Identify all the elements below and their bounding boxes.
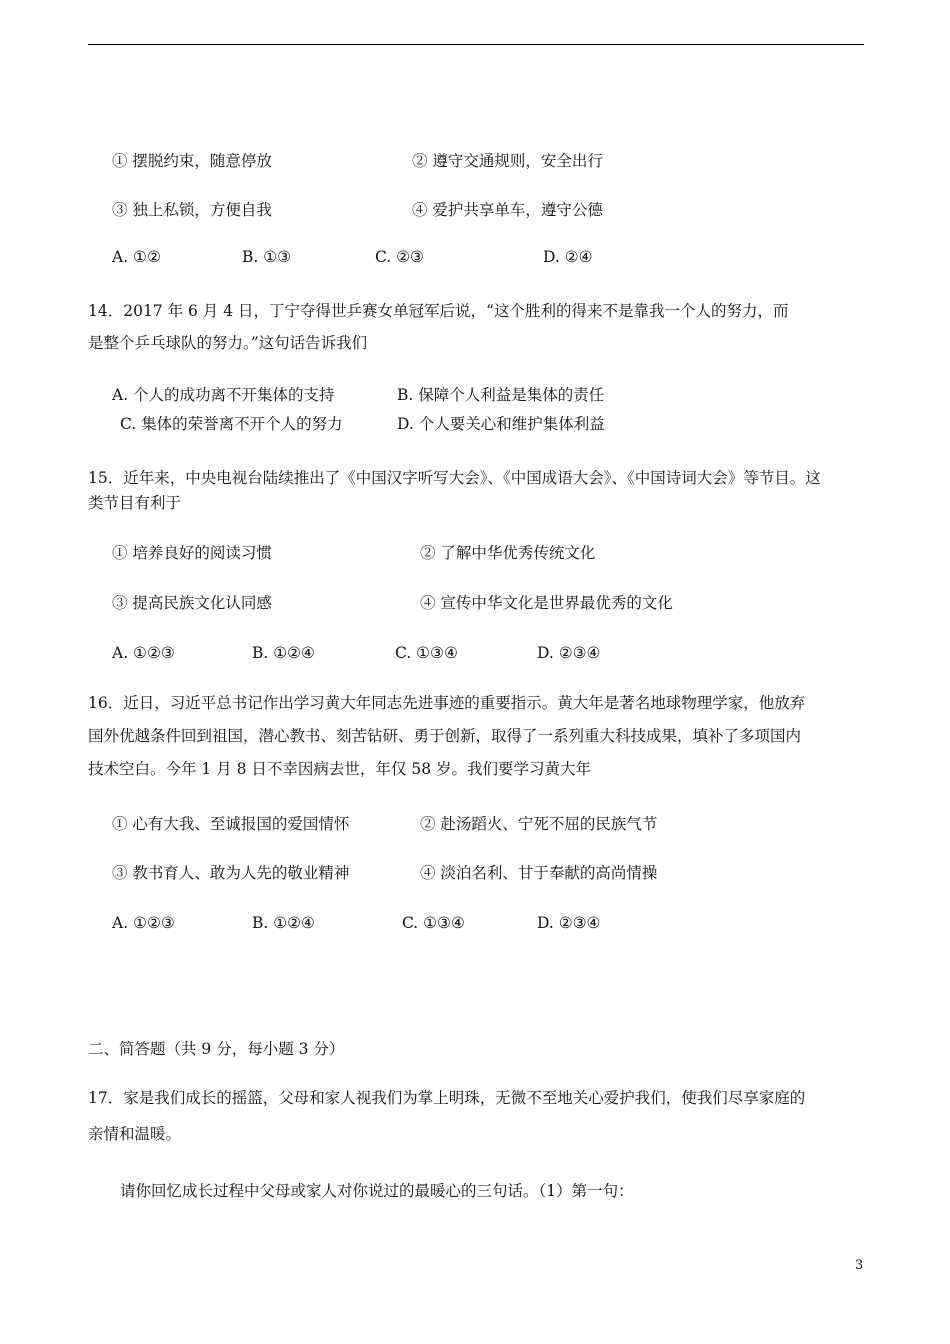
q13-option-c: C. ②③ (375, 248, 424, 266)
q14-option-d: D. 个人要关心和维护集体利益 (397, 415, 605, 433)
q16-item-4: ④ 淡泊名利、甘于奉献的高尚情操 (420, 864, 658, 882)
q13-item-1: ① 摆脱约束，随意停放 (112, 152, 272, 170)
q16-option-a: A. ①②③ (112, 914, 175, 932)
q13-item-4: ④ 爱护共享单车，遵守公德 (412, 201, 603, 219)
q15-option-a: A. ①②③ (112, 644, 175, 662)
q16-item-2: ② 赴汤蹈火、宁死不屈的民族气节 (420, 815, 658, 833)
q16-item-1: ① 心有大我、至诚报国的爱国情怀 (112, 815, 350, 833)
q16-option-c: C. ①③④ (402, 914, 465, 932)
page-number: 3 (855, 1258, 864, 1273)
q14-option-a: A. 个人的成功离不开集体的支持 (112, 386, 335, 404)
q15-option-d: D. ②③④ (537, 644, 601, 662)
q15-option-c: C. ①③④ (395, 644, 458, 662)
q13-option-d: D. ②④ (543, 248, 593, 266)
q17-stem-line-2: 亲情和温暖。 (88, 1125, 182, 1143)
q16-option-b: B. ①②④ (252, 914, 315, 932)
q13-option-b: B. ①③ (242, 248, 292, 266)
q15-option-b: B. ①②④ (252, 644, 315, 662)
q17-prompt: 请你回忆成长过程中父母或家人对你说过的最暖心的三句话。（1）第一句： (120, 1182, 634, 1200)
q16-stem-line-1: 16．近日，习近平总书记作出学习黄大年同志先进事迹的重要指示。黄大年是著名地球物理学家，他放弃 (88, 694, 806, 712)
q13-item-2: ② 遵守交通规则，安全出行 (412, 152, 603, 170)
q15-stem-line-2: 类节目有利于 (88, 494, 182, 512)
q14-stem-line-1: 14．2017 年 6 月 4 日，丁宁夺得世乒赛女单冠军后说，“这个胜利的得来不是靠我一个人的努力，而 (88, 302, 789, 320)
q15-item-3: ③ 提高民族文化认同感 (112, 594, 272, 612)
q15-item-1: ① 培养良好的阅读习惯 (112, 544, 272, 562)
q15-item-2: ② 了解中华优秀传统文化 (420, 544, 596, 562)
q16-option-d: D. ②③④ (537, 914, 601, 932)
q15-stem-line-1: 15．近年来，中央电视台陆续推出了《中国汉字听写大会》、《中国成语大会》、《中国诗词大会》等节目。这 (88, 469, 821, 487)
q14-option-c: C. 集体的荣誉离不开个人的努力 (120, 415, 343, 433)
header-rule (88, 44, 864, 45)
q15-item-4: ④ 宣传中华文化是世界最优秀的文化 (420, 594, 673, 612)
q13-item-3: ③ 独上私锁，方便自我 (112, 201, 272, 219)
q14-option-b: B. 保障个人利益是集体的责任 (397, 386, 605, 404)
q14-stem-line-2: 是整个乒乓球队的努力。”这句话告诉我们 (88, 334, 368, 352)
q16-item-3: ③ 教书育人、敢为人先的敬业精神 (112, 864, 350, 882)
q17-stem-line-1: 17．家是我们成长的摇篮，父母和家人视我们为掌上明珠，无微不至地关心爱护我们，使我们尽享家庭的 (88, 1089, 806, 1107)
section-heading: 二、简答题（共 9 分，每小题 3 分） (88, 1040, 345, 1058)
q16-stem-line-2: 国外优越条件回到祖国，潜心教书、刻苦钻研、勇于创新，取得了一系列重大科技成果，填补了多项国内 (88, 727, 802, 745)
q16-stem-line-3: 技术空白。今年 1 月 8 日不幸因病去世，年仅 58 岁。我们要学习黄大年 (88, 760, 592, 778)
q13-option-a: A. ①② (112, 248, 161, 266)
